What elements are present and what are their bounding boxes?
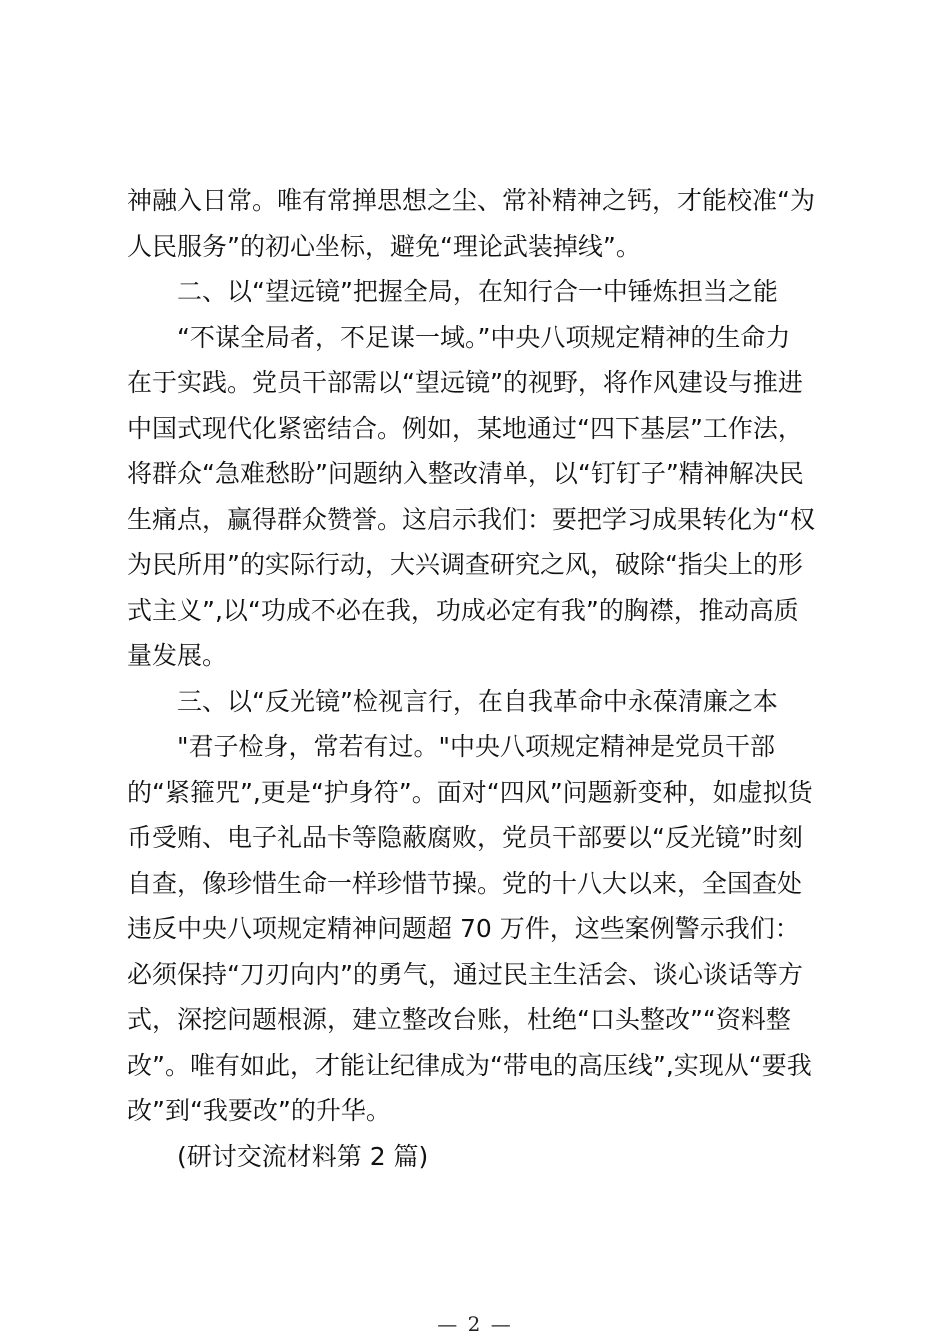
paragraph-line: 中国式现代化紧密结合。例如，某地通过“四下基层”工作法，	[127, 413, 803, 443]
paragraph-line: 在于实践。党员干部需以“望远镜”的视野，将作风建设与推进	[127, 368, 803, 397]
paragraph-line: 人民服务”的初心坐标，避免“理论武装掉线”。	[127, 231, 641, 261]
paragraph-line: 神融入日常。唯有常掸思想之尘、常补精神之钙，才能校准“为	[127, 186, 815, 215]
paragraph-line: “不谋全局者，不足谋一域。”中央八项规定精神的生命力	[177, 322, 791, 352]
paragraph-line: 的“紧箍咒”,更是“护身符”。面对“四风”问题新变种，如虚拟货	[127, 777, 813, 807]
paragraph-line: 将群众“急难愁盼”问题纳入整改清单，以“钉钉子”精神解决民	[127, 459, 804, 488]
paragraph-line: 生痛点，赢得群众赞誉。这启示我们：要把学习成果转化为“权	[127, 504, 815, 534]
paragraph-line: 改”到“我要改”的升华。	[127, 1096, 391, 1125]
source-note: (研讨交流材料第 2 篇)	[177, 1141, 429, 1171]
section-heading-3: 三、以“反光镜”检视言行，在自我革命中永葆清廉之本	[177, 686, 778, 716]
paragraph-line: 自查，像珍惜生命一样珍惜节操。党的十八大以来，全国查处	[127, 868, 803, 898]
paragraph-line: 式，深挖问题根源，建立整改台账，杜绝“口头整改”“资料整	[127, 1005, 791, 1034]
paragraph-line: "君子检身，常若有过。"中央八项规定精神是党员干部	[177, 732, 776, 761]
page-number: — 2 —	[437, 1312, 513, 1336]
paragraph-line: 改”。唯有如此，才能让纪律成为“带电的高压线”,实现从“要我	[127, 1050, 812, 1080]
paragraph-line: 式主义”,以“功成不必在我，功成必定有我”的胸襟，推动高质	[127, 595, 799, 625]
body-text	[127, 178, 831, 1179]
paragraph-line: 违反中央八项规定精神问题超 70 万件，这些案例警示我们：	[127, 914, 800, 943]
paragraph-line: 量发展。	[127, 641, 228, 670]
section-heading-2: 二、以“望远镜”把握全局，在知行合一中锤炼担当之能	[177, 277, 778, 306]
paragraph-line: 币受贿、电子礼品卡等隐蔽腐败，党员干部要以“反光镜”时刻	[127, 823, 803, 852]
paragraph-line: 必须保持“刀刃向内”的勇气，通过民主生活会、谈心谈话等方	[127, 959, 803, 989]
paragraph-line: 为民所用”的实际行动，大兴调查研究之风，破除“指尖上的形	[127, 550, 803, 579]
